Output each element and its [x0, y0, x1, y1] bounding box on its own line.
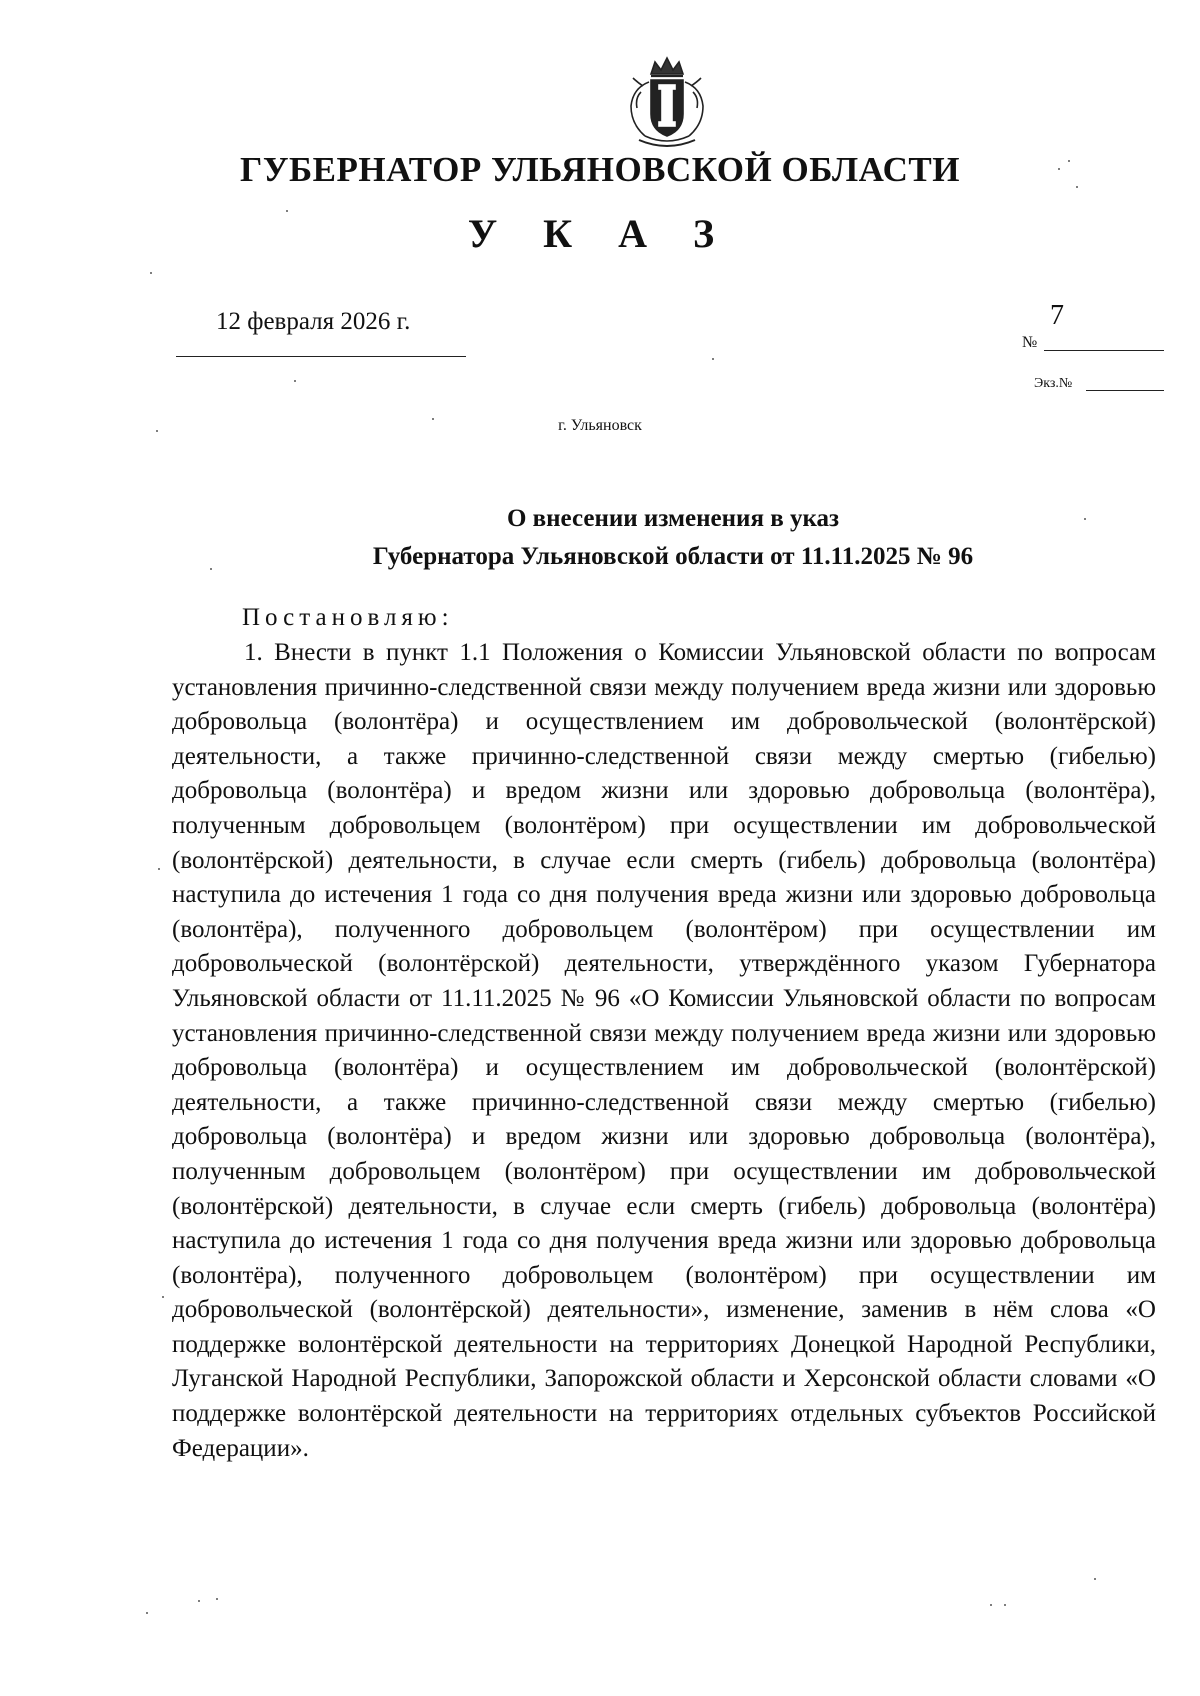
org-title: ГУБЕРНАТОР УЛЬЯНОВСКОЙ ОБЛАСТИ: [240, 150, 960, 189]
subject-line-2: Губернатора Ульяновской области от 11.11.2025 № 96: [372, 543, 974, 570]
date-underline: [176, 356, 466, 357]
scan-speck: [1094, 1578, 1096, 1580]
subject-line-1: О внесении изменения в указ: [506, 505, 840, 532]
scan-speck: [210, 568, 212, 570]
scan-speck: [1076, 186, 1078, 188]
body-paragraph-1: 1. Внести в пункт 1.1 Положения о Комиссии Ульяновской области по вопросам установления причинно-следственной связи между получением вреда жизни или здоровью добровольца (волонтёра) и осуществлением им добровольческой (волонтёрской) деятельности, а также причинно-следственной связи между смертью (гибелью) добровольца (волонтёра) и вредом жизни или здоровью добровольца (волонтёра), полученным добровольцем (волонтёром) при осуществлении им добровольческой (волонтёрской) деятельности, в случае если смерть (гибель) добровольца (волонтёра) наступила до истечения 1 года со дня получения вреда жизни или здоровью добровольца (волонтёра), полученного добровольцем (волонтёром) при осуществлении им добровольческой (волонтёрской) деятельности, утверждённого указом Губернатора Ульяновской области от 11.11.2025 № 96 «О Комиссии Ульяновской области по вопросам установления причинно-следственной связи между получением вреда жизни или здоровью добровольца (волонтёра) и осуществлением им добровольческой (волонтёрской) деятельности, а также причинно-следственной связи между смертью (гибелью) добровольца (волонтёра) и вредом жизни или здоровью добровольца (волонтёра), полученным добровольцем (волонтёром) при осуществлении им добровольческой (волонтёрской) деятельности, в случае если смерть (гибель) добровольца (волонтёра) наступила до истечения 1 года со дня получения вреда жизни или здоровью добровольца (волонтёра), полученного добровольцем (волонтёром) при осуществлении им добровольческой (волонтёрской) деятельности», изменение, заменив в нём слова «О поддержке волонтёрской деятельности на территориях Донецкой Народной Республики, Луганской Народной Республики, Запорожской области и Херсонской области словами «О поддержке волонтёрской деятельности на территориях отдельных субъектов Российской Федерации».: [172, 639, 1156, 1462]
document-type: У К А З: [467, 211, 733, 256]
document-number: 7: [1050, 300, 1064, 331]
city-name: г. Ульяновск: [558, 417, 642, 434]
scan-speck: [286, 210, 288, 212]
scan-speck: [712, 358, 714, 360]
scan-speck: [216, 1598, 218, 1600]
scan-speck: [146, 1612, 148, 1614]
document-date: 12 февраля 2026 г.: [216, 308, 411, 335]
scan-speck: [158, 868, 160, 870]
scan-speck: [432, 418, 434, 420]
scan-speck: [162, 1296, 164, 1298]
copy-number-underline: [1086, 390, 1164, 391]
scan-speck: [1004, 1604, 1006, 1606]
scan-speck: [294, 380, 296, 382]
scan-speck: [156, 430, 158, 432]
coat-of-arms-icon: [615, 52, 719, 156]
number-label: №: [1022, 334, 1038, 351]
scan-speck: [198, 1600, 200, 1602]
scan-speck: [150, 272, 152, 274]
scan-speck: [1058, 168, 1060, 170]
scan-speck: [1068, 160, 1070, 162]
resolve-heading: Постановляю:: [242, 604, 454, 631]
copy-number-label: Экз.№: [1034, 376, 1073, 391]
scan-speck: [990, 1604, 992, 1606]
number-underline: [1044, 350, 1164, 351]
scan-speck: [1084, 518, 1086, 520]
document-subject: [0, 500, 1200, 576]
